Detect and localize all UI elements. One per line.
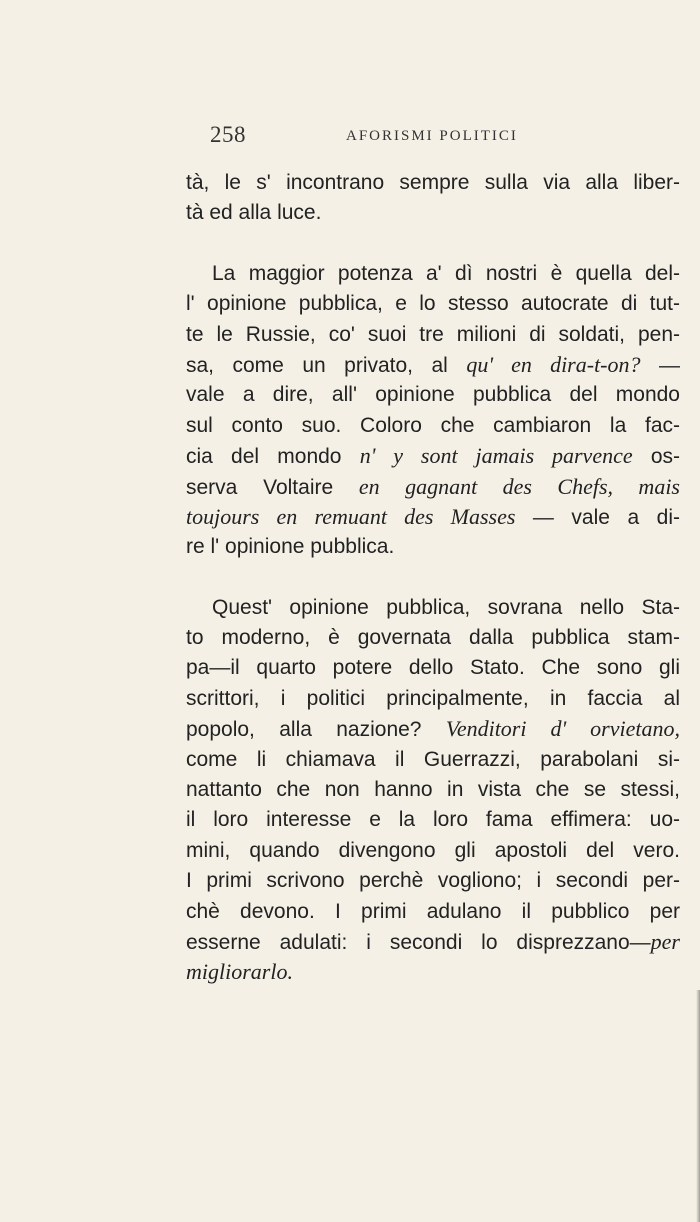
paragraph [186, 259, 680, 563]
text-line [186, 927, 680, 957]
page-header [186, 118, 680, 158]
italic-text: migliorarlo. [186, 959, 293, 985]
line-text: vale a dire, all' opinione pubblica del mondo [186, 383, 680, 407]
text-line [186, 532, 680, 562]
line-text: esserne adulati: i secondi lo disprezzano— [186, 930, 651, 954]
text-line [186, 957, 680, 987]
italic-text: en gagnant des Chefs, mais [358, 473, 680, 499]
line-text: sul conto suo. Coloro che cambiaron la fac- [186, 413, 680, 437]
body-text [186, 168, 680, 988]
paragraph-gap [186, 229, 680, 259]
line-text: — [640, 353, 680, 377]
italic-text: toujours en remuant des Masses [186, 503, 516, 529]
line-text: serva Voltaire [186, 475, 359, 499]
running-title: AFORISMI POLITICI [346, 128, 518, 144]
text-line [186, 623, 680, 653]
line-text: te le Russie, co' suoi tre milioni di soldati, pen- [186, 322, 680, 346]
line-text: come li chiamava il Guerrazzi, parabolani si- [186, 747, 680, 771]
line-text: chè devono. I primi adulano il pubblico per [186, 899, 680, 923]
text-line [186, 411, 680, 441]
line-text: il loro interesse e la loro fama effimera: uo- [186, 808, 680, 832]
line-text: pa—il quarto potere dello Stato. Che sono gli [186, 656, 680, 680]
text-line [186, 259, 680, 289]
text-line [186, 380, 680, 410]
line-text: to moderno, è governata dalla pubblica stam- [186, 626, 680, 650]
page-edge-shadow [696, 990, 700, 1222]
line-text: Quest' opinione pubblica, sovrana nello Sta- [212, 595, 680, 619]
text-line [186, 289, 680, 319]
text-line [186, 866, 680, 896]
text-line [186, 653, 680, 683]
line-text: sa, come un privato, al [186, 353, 467, 377]
italic-text: qu' en dira-t-on? [466, 351, 641, 377]
text-line [186, 472, 680, 502]
line-text: os- [632, 445, 681, 469]
text-line [186, 320, 680, 350]
line-text: popolo, alla nazione? [186, 718, 446, 742]
text-line [186, 198, 680, 228]
line-text: re l' opinione pubblica. [186, 535, 395, 559]
line-text: scrittori, i politici principalmente, in faccia al [186, 686, 680, 710]
text-line [186, 775, 680, 805]
text-line [186, 684, 680, 714]
line-text: tà ed alla luce. [186, 201, 322, 225]
paragraph [186, 593, 680, 988]
italic-text: per [650, 928, 680, 954]
line-text: nattanto che non hanno in vista che se stessi, [186, 778, 680, 802]
line-text: tà, le s' incontrano sempre sulla via alla liber- [186, 171, 680, 194]
text-line [186, 168, 680, 198]
text-line [186, 502, 680, 532]
text-line [186, 593, 680, 623]
paragraph-gap [186, 563, 680, 593]
line-text: — vale a di- [515, 505, 680, 529]
text-line [186, 745, 680, 775]
text-line [186, 714, 680, 744]
text-line [186, 897, 680, 927]
page-number: 258 [210, 122, 246, 147]
text-line [186, 350, 680, 380]
text-line [186, 805, 680, 835]
italic-text: Venditori d' orvietano, [445, 716, 680, 742]
text-line [186, 836, 680, 866]
line-text: l' opinione pubblica, e lo stesso autocrate di tut- [186, 292, 680, 316]
text-line [186, 441, 680, 471]
line-text: mini, quando divengono gli apostoli del vero. [186, 838, 680, 862]
line-text: cia del mondo [186, 445, 360, 469]
paragraph [186, 168, 680, 229]
line-text: I primi scrivono perchè vogliono; i secondi per- [186, 869, 680, 893]
line-text: La maggior potenza a' dì nostri è quella del- [212, 261, 680, 285]
italic-text: n' y sont jamais parvence [359, 443, 633, 469]
